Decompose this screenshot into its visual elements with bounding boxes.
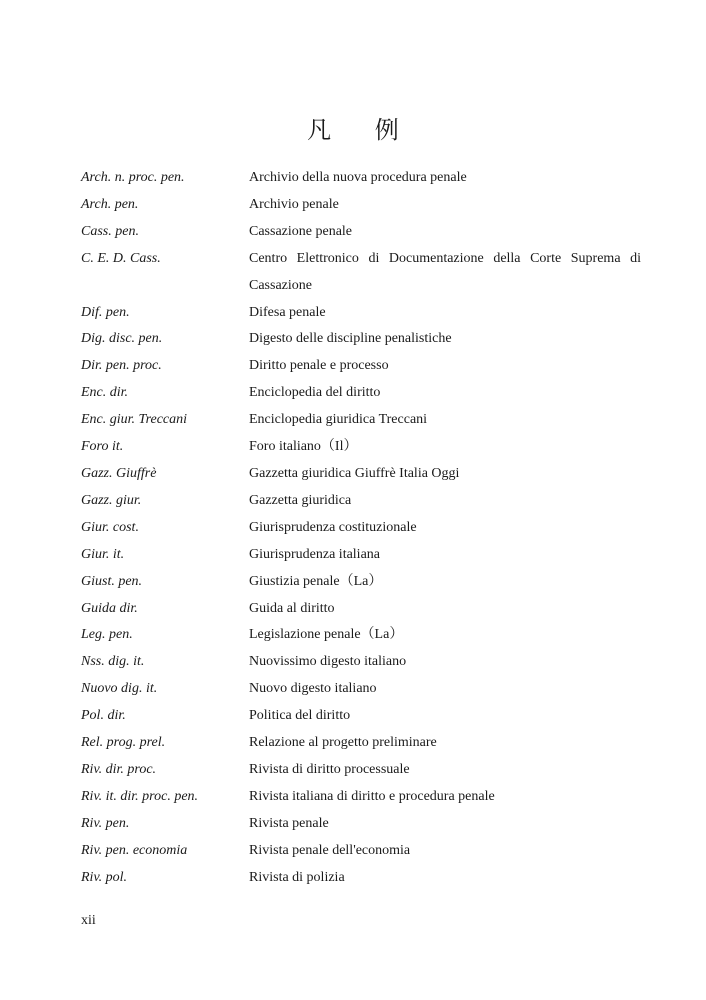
abbreviation-row [81,353,641,380]
abbreviation-description: Rivista italiana di diritto e procedura penale [249,788,495,804]
abbreviation-row [81,542,641,569]
abbreviation-term: Pol. dir. [81,708,126,724]
abbreviation-term: Dif. pen. [81,304,130,320]
abbreviation-list [81,165,641,891]
abbreviation-row [81,569,641,596]
abbreviation-row [81,246,641,300]
abbreviation-term: Nss. dig. it. [81,654,145,670]
abbreviation-description: Rivista penale dell'economia [249,842,411,858]
abbreviation-term: Foro it. [81,439,124,455]
abbreviation-term: Nuovo dig. it. [81,681,158,697]
abbreviation-row [81,757,641,784]
abbreviation-row [81,219,641,246]
abbreviation-term: Dir. pen. proc. [81,358,162,374]
abbreviation-description: Giustizia penale（La） [249,573,383,589]
abbreviation-description: Legislazione penale（La） [249,627,404,643]
abbreviation-term: Gazz. Giuffrè [81,465,157,481]
abbreviation-description: Enciclopedia del diritto [249,385,381,401]
abbreviation-description: Cassazione penale [249,223,353,239]
abbreviation-term: Cass. pen. [81,223,139,239]
abbreviation-row [81,784,641,811]
abbreviation-description: Guida al diritto [249,600,335,616]
abbreviation-term: Enc. dir. [81,385,129,401]
abbreviation-row [81,730,641,757]
abbreviation-row [81,515,641,542]
abbreviation-term: Arch. n. proc. pen. [81,170,185,185]
abbreviation-description: Politica del diritto [249,708,351,724]
abbreviation-description: Foro italiano（Il） [249,439,358,455]
abbreviation-row [81,380,641,407]
abbreviation-row [81,165,641,192]
abbreviation-row [81,461,641,488]
abbreviation-term: Leg. pen. [81,627,133,643]
abbreviation-row [81,838,641,865]
abbreviation-description: Archivio della nuova procedura penale [249,170,467,185]
abbreviation-description: Centro Elettronico di Documentazione della Corte Suprema di Cassazione [249,250,641,293]
abbreviation-description: Nuovissimo digesto italiano [249,654,407,670]
abbreviation-term: C. E. D. Cass. [81,250,161,266]
abbreviation-description: Giurisprudenza italiana [249,546,381,562]
abbreviation-row [81,622,641,649]
abbreviation-term: Guida dir. [81,600,138,616]
abbreviation-description: Enciclopedia giuridica Treccani [249,412,428,428]
page-title: 凡 例 [307,116,417,144]
abbreviation-term: Riv. pen. economia [81,842,188,858]
abbreviation-row [81,703,641,730]
abbreviation-row [81,300,641,327]
abbreviation-row [81,865,641,892]
abbreviation-description: Relazione al progetto preliminare [249,735,437,751]
abbreviation-term: Giur. it. [81,546,125,562]
abbreviation-description: Rivista di polizia [249,869,345,885]
abbreviation-row [81,676,641,703]
abbreviation-term: Riv. dir. proc. [81,761,157,777]
abbreviation-description: Difesa penale [249,304,326,320]
abbreviation-term: Dig. disc. pen. [81,331,163,347]
abbreviation-description: Gazzetta giuridica Giuffrè Italia Oggi [249,465,460,481]
abbreviation-row [81,596,641,623]
abbreviation-row [81,407,641,434]
abbreviation-term: Enc. giur. Treccani [81,412,188,428]
abbreviation-term: Riv. it. dir. proc. pen. [81,788,199,804]
abbreviation-description: Nuovo digesto italiano [249,681,377,697]
abbreviation-row [81,811,641,838]
abbreviation-row [81,434,641,461]
page-number: xii [81,913,96,928]
abbreviation-description: Gazzetta giuridica [249,492,352,508]
abbreviation-term: Riv. pol. [81,869,128,885]
abbreviation-term: Rel. prog. prel. [81,735,166,751]
abbreviation-term: Giust. pen. [81,573,143,589]
abbreviation-row [81,488,641,515]
abbreviation-description: Rivista penale [249,815,329,831]
abbreviation-term: Riv. pen. [81,815,130,831]
abbreviation-term: Arch. pen. [81,196,139,212]
abbreviation-row [81,192,641,219]
abbreviation-term: Gazz. giur. [81,492,142,508]
abbreviation-row [81,326,641,353]
abbreviation-description: Rivista di diritto processuale [249,761,410,777]
abbreviation-term: Giur. cost. [81,519,139,535]
abbreviation-description: Archivio penale [249,196,339,212]
abbreviation-row [81,649,641,676]
abbreviation-description: Digesto delle discipline penalistiche [249,331,452,347]
abbreviation-description: Diritto penale e processo [249,358,389,374]
abbreviation-description: Giurisprudenza costituzionale [249,519,417,535]
